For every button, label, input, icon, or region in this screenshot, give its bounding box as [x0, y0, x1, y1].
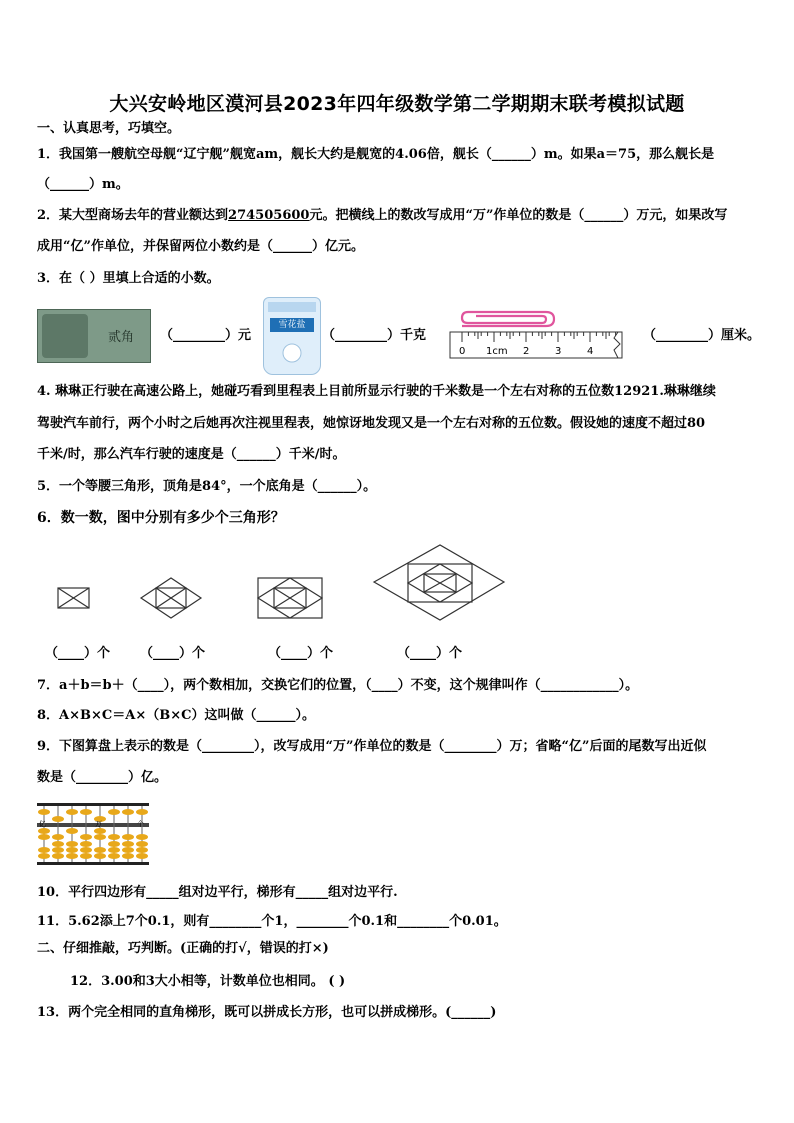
q3-line1: 3．在（ ）里填上合适的小数。 — [37, 271, 220, 286]
q1-line2: （______）m。 — [37, 177, 129, 192]
q2-line1-pre: 2．某大型商场去年的营业额达到 — [37, 208, 229, 223]
q2-underlined-number: 274505600 — [228, 208, 310, 223]
q10: 10．平行四边形有_____组对边平行，梯形有_____组对边平行. — [37, 885, 398, 900]
q4-line1: 4. 琳琳正行驶在高速公路上，她碰巧看到里程表上目前所显示行驶的千米数是一个左右对称的五位数12921.琳琳继续 — [37, 384, 716, 399]
ruler-tick-2: 2 — [523, 346, 530, 357]
q6-blank-3: （____）个 — [268, 646, 334, 661]
q4-line2: 驾驶汽车前行，两个小时之后她再次注视里程表，她惊讶地发现又是一个左右对称的五位数。假设她的速度不超过80 — [37, 416, 706, 431]
banknote-portrait — [42, 314, 88, 358]
q3-blank-cm: （________）厘米。 — [643, 328, 761, 343]
q2-line1 — [37, 208, 727, 224]
money-banknote-image — [37, 309, 151, 363]
q3-blank-kg: （________）千克 — [322, 328, 427, 343]
q12: 12．3.00和3大小相等，计数单位也相同。 ( ) — [70, 974, 346, 989]
salt-bag-label: 雪花盐 — [270, 318, 314, 332]
q1-line1: 1．我国第一艘航空母舰“辽宁舰”舰宽am，舰长大约是舰宽的4.06倍，舰长（______）m。如果a＝75，那么舰长是 — [37, 147, 715, 162]
q11: 11．5.62添上7个0.1，则有________个1，________个0.1和________个0.01。 — [37, 914, 507, 929]
salt-bag-decoration — [264, 298, 320, 374]
q6-blank-2: （____）个 — [140, 646, 206, 661]
ruler-tick-3: 3 — [555, 346, 562, 357]
ruler-tick-0: 0 — [459, 346, 466, 357]
salt-bag-image — [263, 297, 321, 375]
q2-line1-post: 元。把横线上的数改写成用“万”作单位的数是（______）万元，如果改写 — [309, 208, 728, 223]
q3-blank-yuan: （________）元 — [160, 328, 252, 343]
q6-blank-1: （____）个 — [45, 646, 111, 661]
paperclip-icon — [462, 312, 554, 326]
ruler-with-paperclip-image — [446, 306, 631, 362]
q13: 13．两个完全相同的直角梯形，既可以拼成长方形，也可以拼成梯形。(______) — [37, 1005, 497, 1020]
abacus-label-yi: 亿 — [39, 820, 46, 828]
q9-line2: 数是（________）亿。 — [37, 770, 168, 785]
abacus-label-ge: 个 — [137, 820, 144, 828]
q4-line3: 千米/时，那么汽车行驶的速度是（______）千米/时。 — [37, 447, 346, 462]
ruler-tick-4: 4 — [587, 346, 594, 357]
abacus-image — [37, 803, 149, 865]
ruler-tick-1: 1cm — [486, 346, 508, 357]
banknote-text: 贰角 — [108, 330, 135, 345]
q6-blank-4: （____）个 — [397, 646, 463, 661]
abacus-label-wan: 万 — [95, 820, 102, 828]
q7: 7．a＋b＝b＋（____），两个数相加，交换它们的位置，（____）不变，这个规律叫作（____________）。 — [37, 678, 639, 693]
q5: 5．一个等腰三角形，顶角是84°，一个底角是（______）。 — [37, 479, 377, 494]
q6-line1: 6．数一数，图中分别有多少个三角形？ — [37, 510, 285, 526]
section-heading-2: 二、仔细推敲，巧判断。(正确的打√，错误的打×) — [37, 941, 329, 956]
triangle-counting-figures — [50, 540, 520, 630]
q8: 8．A×B×C＝A×（B×C）这叫做（______）。 — [37, 708, 315, 723]
q2-line2: 成用“亿”作单位，并保留两位小数约是（______）亿元。 — [37, 239, 364, 254]
page-title: 大兴安岭地区漠河县2023年四年级数学第二学期期末联考模拟试题 — [109, 93, 685, 115]
section-heading-1: 一、认真思考，巧填空。 — [37, 121, 181, 136]
q9-line1: 9．下图算盘上表示的数是（________），改写成用“万”作单位的数是（________）万；省略“亿”后面的尾数写出近似 — [37, 739, 707, 754]
